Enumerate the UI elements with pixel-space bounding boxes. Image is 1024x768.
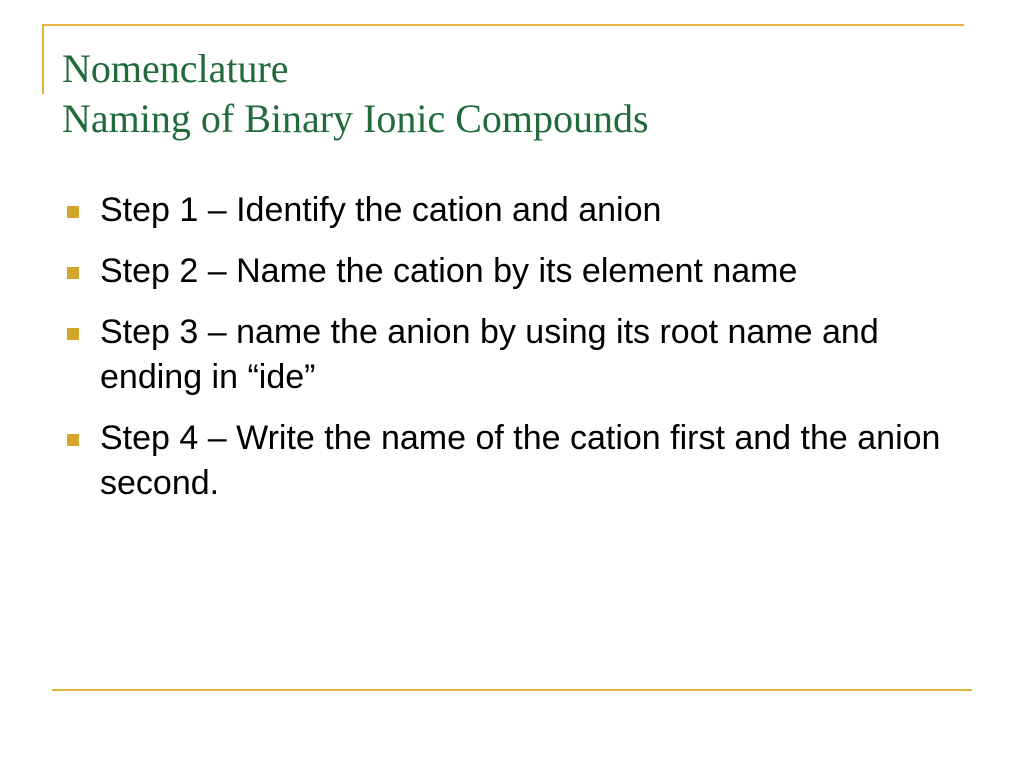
bullet-text-4: Step 4 – Write the name of the cation first and the anion second. [100,419,941,502]
bullet-item-2 [62,249,942,294]
square-bullet-icon [67,328,79,340]
top-rule-line [42,24,964,26]
square-bullet-icon [67,267,79,279]
bottom-rule-line [52,689,972,691]
slide-title [62,44,649,144]
bullet-text-2: Step 2 – Name the cation by its element name [100,252,798,290]
bullet-item-3 [62,310,942,400]
bullet-item-4 [62,416,942,506]
title-line-1: Nomenclature [62,46,289,91]
title-line-2: Naming of Binary Ionic Compounds [62,96,649,141]
bullet-text-3: Step 3 – name the anion by using its root name and ending in “ide” [100,313,879,396]
bullet-item-1 [62,188,942,233]
square-bullet-icon [67,206,79,218]
left-rule-line [42,24,44,94]
bullet-text-1: Step 1 – Identify the cation and anion [100,191,662,229]
square-bullet-icon [67,434,79,446]
bullet-list [62,188,942,522]
